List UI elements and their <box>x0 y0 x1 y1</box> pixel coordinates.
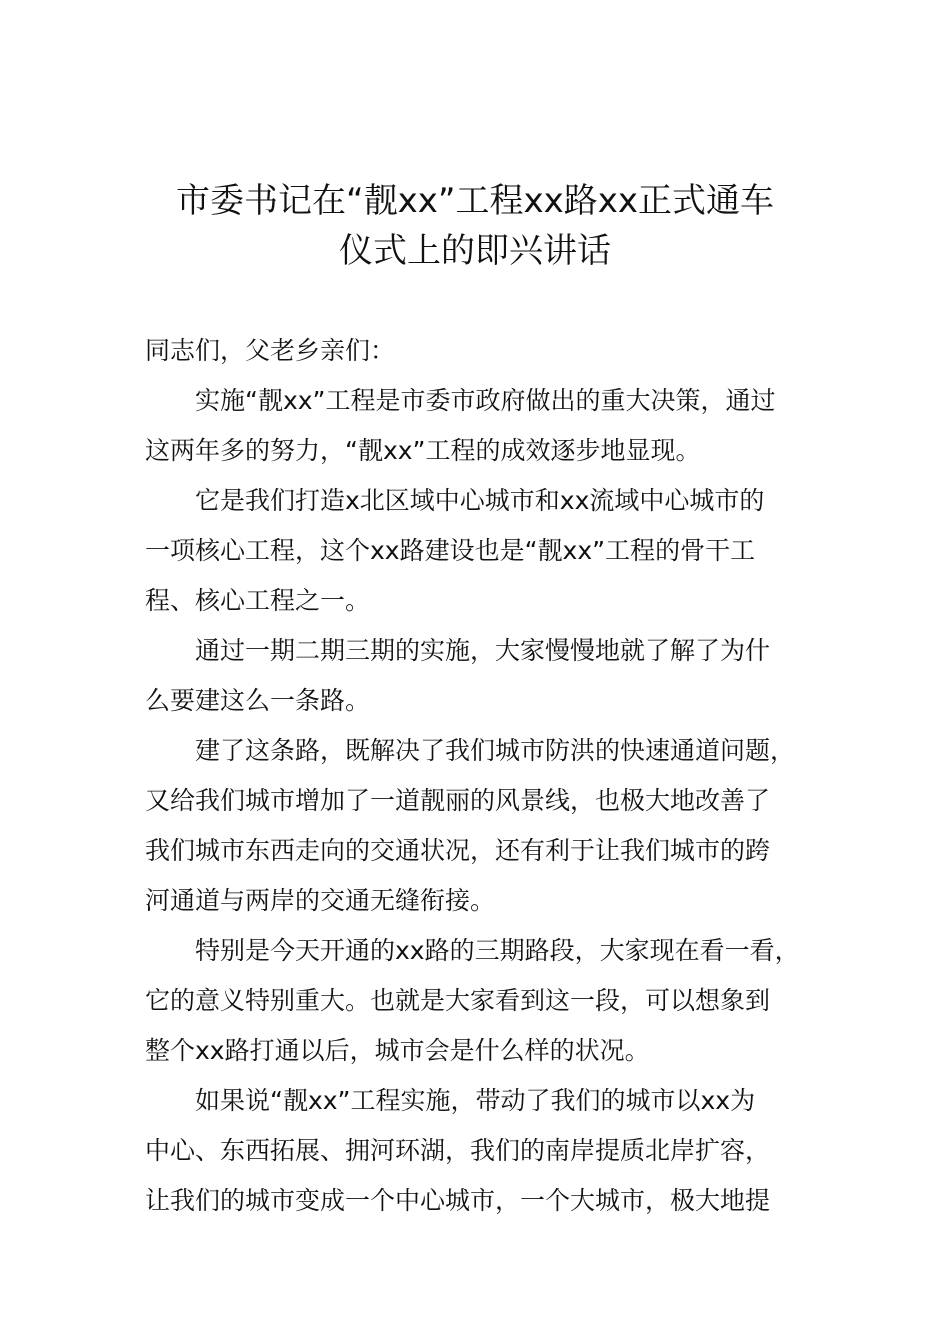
body-line: 它的意义特别重大。也就是大家看到这一段，可以想象到 <box>145 986 771 1015</box>
body-line: 建了这条路，既解决了我们城市防洪的快速通道问题， <box>195 736 796 765</box>
body-line: 它是我们打造x北区域中心城市和xx流域中心城市的 <box>195 486 765 515</box>
body-line: 中心、东西拓展、拥河环湖，我们的南岸提质北岸扩容， <box>145 1136 771 1165</box>
body-line: 整个xx路打通以后，城市会是什么样的状况。 <box>145 1036 650 1065</box>
body-line: 么要建这么一条路。 <box>145 686 371 715</box>
salutation: 同志们，父老乡亲们： <box>145 336 396 365</box>
body-line: 这两年多的努力，“靓xx”工程的成效逐步地显现。 <box>145 436 701 465</box>
body-line: 程、核心工程之一。 <box>145 586 371 615</box>
body-line: 如果说“靓xx”工程实施，带动了我们的城市以xx为 <box>195 1086 756 1115</box>
document-title-line-2: 仪式上的即兴讲话 <box>339 231 611 271</box>
body-line: 通过一期二期三期的实施，大家慢慢地就了解了为什 <box>195 636 771 665</box>
body-line: 一项核心工程，这个xx路建设也是“靓xx”工程的骨干工 <box>145 536 756 565</box>
body-line: 让我们的城市变成一个中心城市，一个大城市，极大地提 <box>145 1186 771 1215</box>
body-line: 实施“靓xx”工程是市委市政府做出的重大决策，通过 <box>195 386 776 415</box>
body-line: 河通道与两岸的交通无缝衔接。 <box>145 886 496 915</box>
body-line: 又给我们城市增加了一道靓丽的风景线，也极大地改善了 <box>145 786 771 815</box>
body-line: 我们城市东西走向的交通状况，还有利于让我们城市的跨 <box>145 836 771 865</box>
document-body <box>145 326 845 1226</box>
body-line: 特别是今天开通的xx路的三期路段，大家现在看一看， <box>195 936 800 965</box>
document-title-line-1: 市委书记在“靓xx”工程xx路xx正式通车 <box>176 181 774 221</box>
